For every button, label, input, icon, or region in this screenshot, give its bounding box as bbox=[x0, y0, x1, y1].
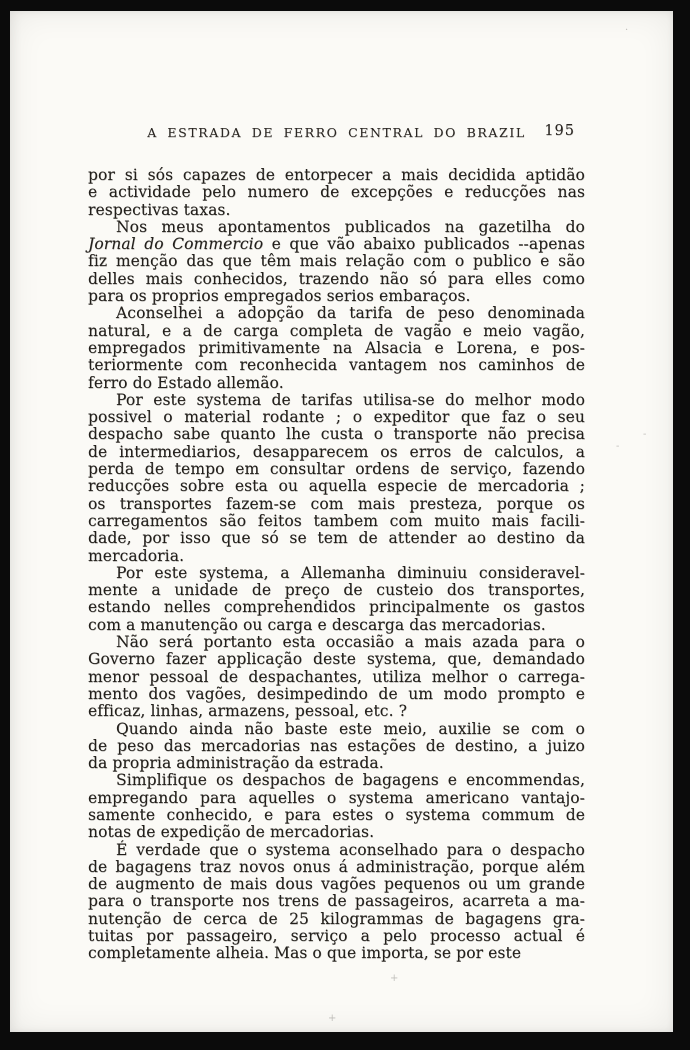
text-line: Nos meus apontamentos publicados na gazetilha do bbox=[116, 217, 585, 236]
text-line: É verdade que o systema aconselhado para o despacho bbox=[116, 840, 585, 859]
text-line: Não será portanto esta occasião a mais azada para o bbox=[116, 633, 585, 652]
text-line: Aconselhei a adopção da tarifa de peso denominada bbox=[116, 304, 585, 323]
text-line: Por este systema, a Allemanha diminuiu consideravel- bbox=[116, 563, 585, 582]
text-line: menor pessoal de despachantes, utiliza melhor o carrega- bbox=[88, 667, 585, 686]
text-line: natural, e a de carga completa de vagão e meio vagão, bbox=[88, 321, 585, 340]
text-line: tuitas por passageiro, serviço a pelo processo actual é bbox=[88, 927, 585, 946]
text-line: Simplifique os despachos de bagagens e encommendas, bbox=[116, 771, 585, 790]
text-line: mento dos vagões, desimpedindo de um modo prompto e bbox=[88, 684, 585, 703]
paragraph bbox=[88, 305, 585, 391]
scan-speck: - bbox=[616, 441, 620, 452]
text-line: perda de tempo em consultar ordens de serviço, fazendo bbox=[88, 460, 585, 479]
paragraph bbox=[88, 634, 585, 720]
paragraph bbox=[88, 721, 585, 773]
text-line: Por este systema de tarifas utilisa-se do melhor modo bbox=[116, 390, 585, 409]
text-line: Jornal do Commercio e que vão abaixo publicados --apenas bbox=[88, 235, 585, 254]
text-line: e actividade pelo numero de excepções e reducções nas bbox=[88, 183, 585, 202]
text-line: reducções sobre esta ou aquella especie de mercadoria ; bbox=[88, 477, 585, 496]
text-line: dade, por isso que só se tem de attender ao destino da bbox=[88, 529, 585, 548]
text-line: de peso das mercadorias nas estações de destino, a juizo bbox=[88, 736, 585, 755]
text-line: notas de expedição de mercadorias. bbox=[88, 823, 375, 842]
paragraph bbox=[88, 167, 585, 219]
text-line: possivel o material rodante ; o expeditor que faz o seu bbox=[88, 408, 585, 427]
scan-speck: - bbox=[643, 429, 647, 440]
page-number: 195 bbox=[544, 123, 575, 139]
text-line: despacho sabe quanto lhe custa o transporte não precisa bbox=[88, 425, 585, 444]
paragraph bbox=[88, 565, 585, 634]
text-line: completamente alheia. Mas o que importa, se por este bbox=[88, 944, 522, 963]
page-body bbox=[88, 167, 585, 963]
paragraph bbox=[88, 842, 585, 963]
paragraph bbox=[88, 392, 585, 565]
text-line: empregados primitivamente na Alsacia e Lorena, e pos- bbox=[88, 338, 585, 357]
page-paper bbox=[10, 11, 673, 1032]
running-head-title: A ESTRADA DE FERRO CENTRAL DO BRAZIL bbox=[147, 125, 526, 140]
text-line: carregamentos são feitos tambem com muito mais facili- bbox=[88, 511, 585, 530]
text-line: samente conhecido, e para estes o systema commum de bbox=[88, 805, 585, 824]
text-line: fiz menção das que têm mais relação com o publico e são bbox=[88, 252, 585, 271]
text-line: Governo fazer applicação deste systema, que, demandado bbox=[88, 650, 585, 669]
text-line: respectivas taxas. bbox=[88, 200, 231, 219]
text-line: mercadoria. bbox=[88, 546, 185, 565]
page-header bbox=[88, 125, 585, 143]
text-line: de augmento de mais dous vagões pequenos ou um grande bbox=[88, 875, 585, 894]
text-line: para os proprios empregados serios embaraços. bbox=[88, 287, 471, 306]
text-line: por si sós capazes de entorpecer a mais decidida aptidão bbox=[88, 166, 585, 184]
text-line: de bagagens traz novos onus á administração, porque além bbox=[88, 857, 585, 876]
paragraph bbox=[88, 219, 585, 305]
text-line: teriormente com reconhecida vantagem nos caminhos de bbox=[88, 356, 585, 375]
page-content bbox=[88, 125, 585, 963]
text-line: para o transporte nos trens de passageiros, acarreta a ma- bbox=[88, 892, 585, 911]
text-line: da propria administração da estrada. bbox=[88, 754, 384, 773]
text-line: efficaz, linhas, armazens, pessoal, etc. ? bbox=[88, 702, 408, 721]
scan-speck: + bbox=[390, 973, 399, 984]
text-line: nutenção de cerca de 25 kilogrammas de bagagens gra- bbox=[88, 909, 585, 928]
scan-speck: + bbox=[328, 1013, 337, 1024]
text-line: com a manutenção ou carga e descarga das mercadorias. bbox=[88, 615, 546, 634]
text-line: Quando ainda não baste este meio, auxilie se com o bbox=[116, 719, 585, 738]
text-line: ferro do Estado allemão. bbox=[88, 373, 284, 392]
text-line: mente a unidade de preço de custeio dos transportes, bbox=[88, 581, 585, 600]
text-line: de intermediarios, desapparecem os erros de calculos, a bbox=[88, 442, 585, 461]
paragraph bbox=[88, 772, 585, 841]
text-line: estando nelles comprehendidos principalmente os gastos bbox=[88, 598, 585, 617]
text-line: os transportes fazem-se com mais presteza, porque os bbox=[88, 494, 585, 513]
text-line: delles mais conhecidos, trazendo não só para elles como bbox=[88, 269, 585, 288]
scan-speck: · bbox=[625, 25, 629, 36]
text-line: empregando para aquelles o systema americano vantajo- bbox=[88, 788, 585, 807]
